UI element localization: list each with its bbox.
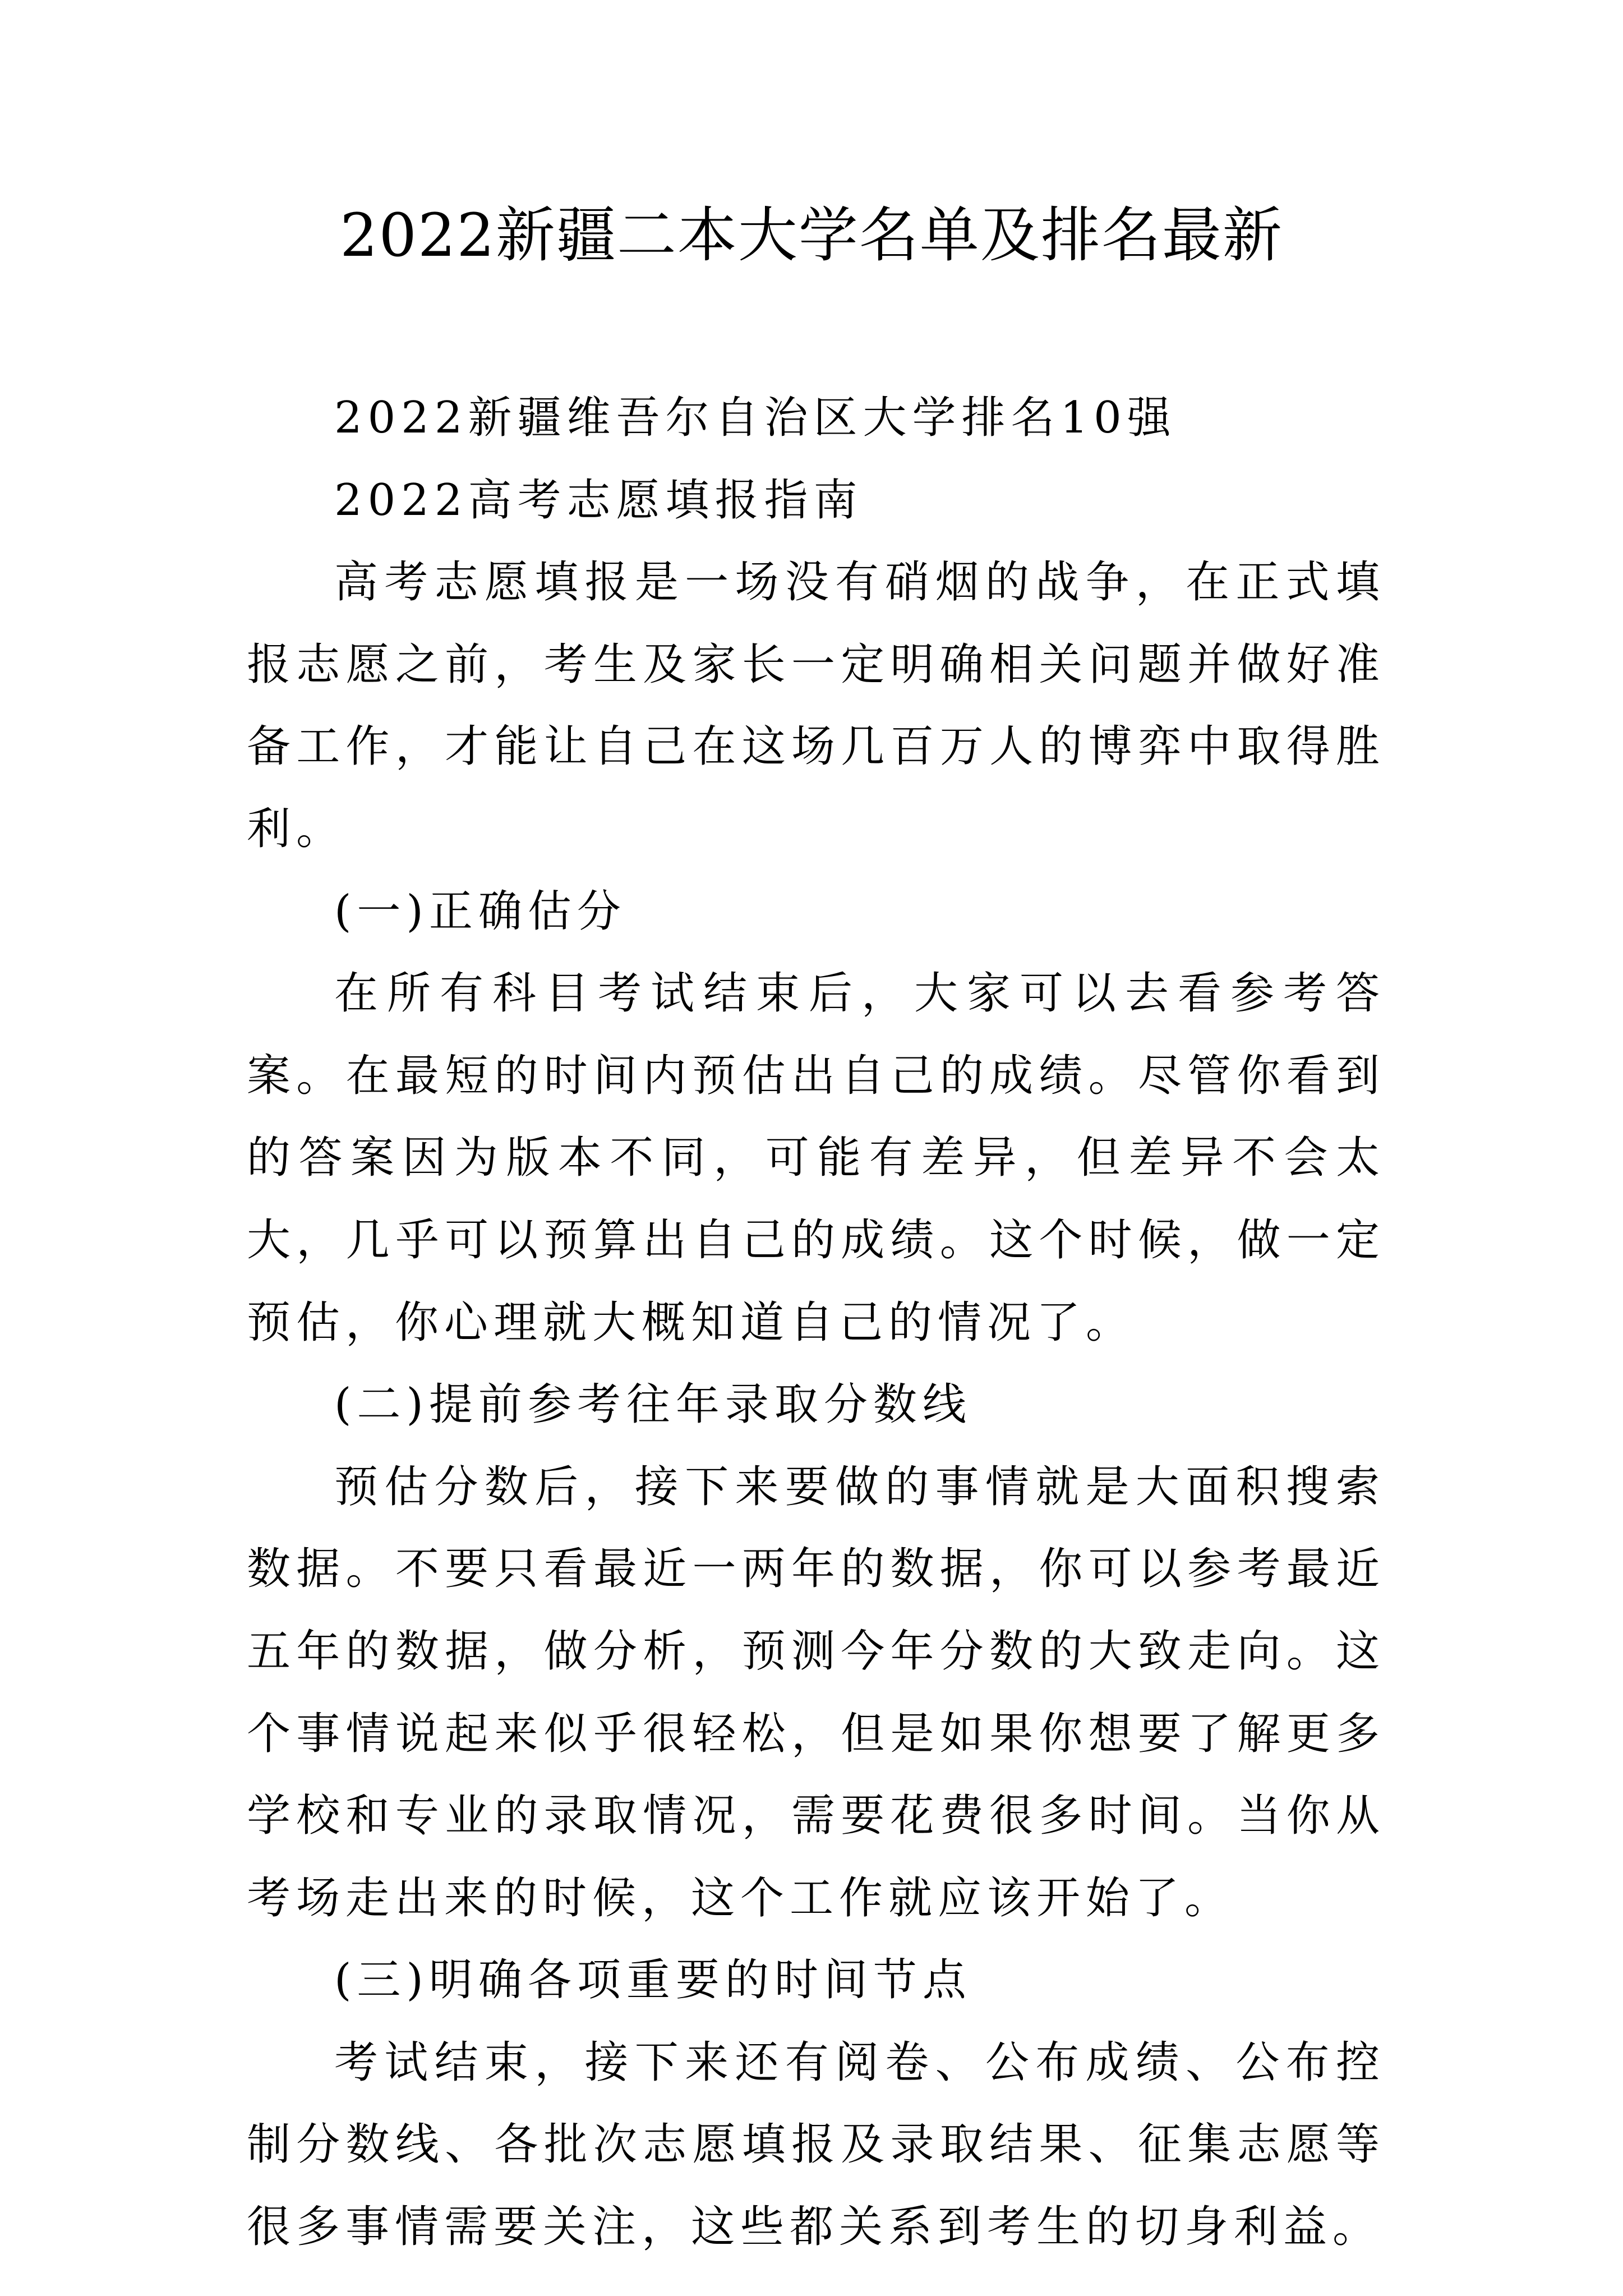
paragraph-section-3: 考试结束，接下来还有阅卷、公布成绩、公布控制分数线、各批次志愿填报及录取结果、征集志愿等很多事情需要关注，这些都关系到考生的切身利益。 [247,2037,1385,2253]
section-heading-2: (二)提前参考往年录取分数线 [334,1379,972,1430]
document-title: 2022新疆二本大学名单及排名最新 [340,201,1283,270]
paragraph-section-1: 在所有科目考试结束后，大家可以去看参考答案。在最短的时间内预估出自己的成绩。尽管你看到的答案因为版本不同，可能有差异，但差异不会太大，几乎可以预算出自己的成绩。这个时候，做一定预估，你心理就大概知道自己的情况了。 [247,968,1385,1348]
paragraph-section-2: 预估分数后，接下来要做的事情就是大面积搜索数据。不要只看最近一两年的数据，你可以参考最近五年的数据，做分析，预测今年分数的大致走向。这个事情说起来似乎很轻松，但是如果你想要了解更多学校和专业的录取情况，需要花费很多时间。当你从考场走出来的时候，这个工作就应该开始了。 [247,1461,1385,1924]
document-body [247,377,1385,2269]
paragraph-guide-heading: 2022高考志愿填报指南 [334,475,863,526]
section-heading-3: (三)明确各项重要的时间节点 [334,1955,972,2006]
section-heading-1: (一)正确估分 [334,886,626,937]
paragraph-intro: 高考志愿填报是一场没有硝烟的战争，在正式填报志愿之前，考生及家长一定明确相关问题并做好准备工作，才能让自己在这场几百万人的博弈中取得胜利。 [247,557,1385,854]
paragraph-ranking-heading: 2022新疆维吾尔自治区大学排名10强 [334,393,1177,443]
